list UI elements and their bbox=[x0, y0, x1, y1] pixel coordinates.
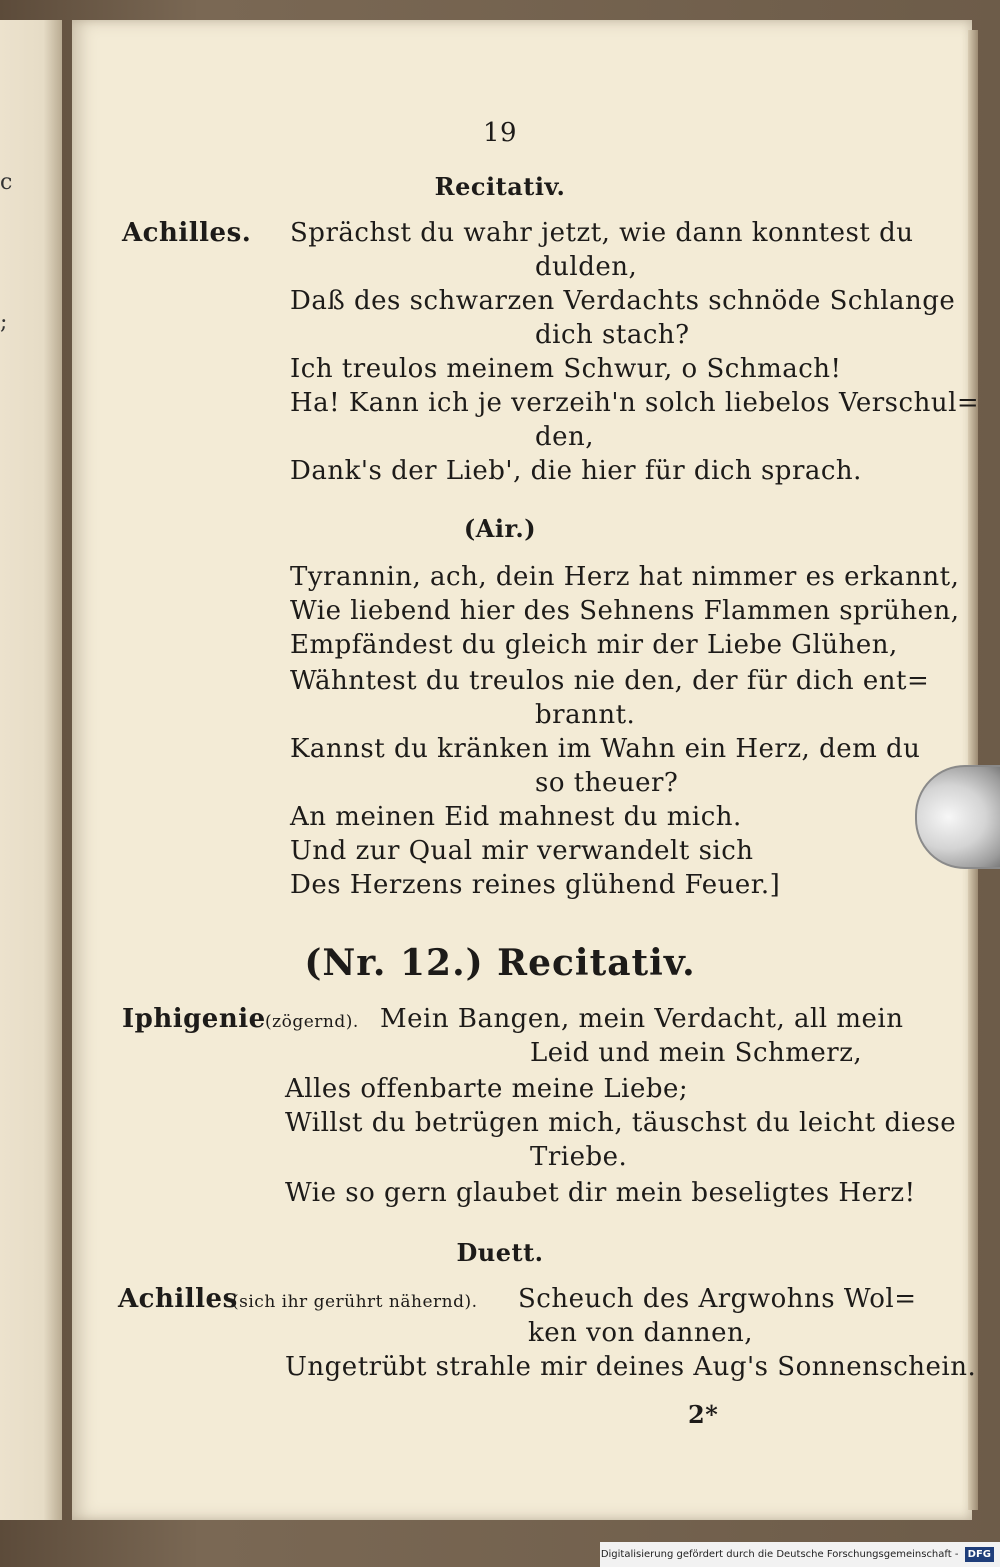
verse-line: den, bbox=[535, 422, 595, 452]
verse-line: Daß des schwarzen Verdachts schnöde Schlange bbox=[290, 286, 956, 316]
left-page-mark: ; bbox=[0, 310, 8, 335]
section-heading-duett: Duett. bbox=[456, 1238, 544, 1267]
verse-line: Kannst du kränken im Wahn ein Herz, dem du bbox=[290, 734, 921, 764]
verse-line: Des Herzens reines glühend Feuer.] bbox=[290, 870, 781, 900]
verse-line: Ha! Kann ich je verzeih'n solch liebelos Verschul= bbox=[290, 388, 980, 418]
speaker-achilles: Achilles bbox=[118, 1284, 238, 1314]
verse-line: Willst du betrügen mich, täuschst du leicht diese bbox=[285, 1108, 957, 1138]
paper-clip bbox=[915, 765, 1000, 869]
section-heading-air: (Air.) bbox=[463, 514, 537, 543]
verse-line: Alles offenbarte meine Liebe; bbox=[285, 1074, 689, 1104]
verse-line: Leid und mein Schmerz, bbox=[530, 1038, 863, 1068]
verse-line: Tyrannin, ach, dein Herz hat nimmer es erkannt, bbox=[290, 562, 960, 592]
verse-line: dulden, bbox=[535, 252, 638, 282]
verse-line: Empfändest du gleich mir der Liebe Glühen, bbox=[290, 630, 898, 660]
left-page-mark: c bbox=[0, 170, 13, 195]
verse-line: Triebe. bbox=[530, 1142, 628, 1172]
stage-direction: (zögernd). bbox=[265, 1012, 359, 1032]
dfg-logo-icon[interactable]: DFG bbox=[965, 1547, 994, 1562]
footer-text: Digitalisierung gefördert durch die Deutsche Forschungsgemeinschaft - bbox=[600, 1549, 959, 1560]
verse-line: Mein Bangen, mein Verdacht, all mein bbox=[380, 1004, 904, 1034]
verse-line: Ich treulos meinem Schwur, o Schmach! bbox=[290, 354, 842, 384]
verse-line: Und zur Qual mir verwandelt sich bbox=[290, 836, 754, 866]
verse-line: Wie liebend hier des Sehnens Flammen sprühen, bbox=[290, 596, 960, 626]
verse-line: Wähntest du treulos nie den, der für dich ent= bbox=[290, 666, 930, 696]
verse-line: Ungetrübt strahle mir deines Aug's Sonnenschein. bbox=[285, 1352, 977, 1382]
speaker-iphigenie: Iphigenie bbox=[122, 1004, 266, 1034]
verse-line: Scheuch des Argwohns Wol= bbox=[518, 1284, 917, 1314]
page-number: 19 bbox=[482, 118, 518, 148]
verse-line: An meinen Eid mahnest du mich. bbox=[290, 802, 742, 832]
verse-line: brannt. bbox=[535, 700, 636, 730]
verse-line: so theuer? bbox=[535, 768, 679, 798]
signature-mark: 2* bbox=[688, 1400, 719, 1429]
verse-line: ken von dannen, bbox=[528, 1318, 754, 1348]
speaker-achilles: Achilles. bbox=[122, 218, 252, 248]
digitization-footer bbox=[600, 1542, 1000, 1567]
verse-line: Wie so gern glaubet dir mein beseligtes Herz! bbox=[285, 1178, 916, 1208]
left-page-edge bbox=[0, 20, 62, 1520]
verse-line: Dank's der Lieb', die hier für dich sprach. bbox=[290, 456, 862, 486]
section-heading-recitativ: Recitativ. bbox=[434, 172, 566, 201]
verse-line: Sprächst du wahr jetzt, wie dann konntest du bbox=[290, 218, 914, 248]
verse-line: dich stach? bbox=[535, 320, 690, 350]
stage-direction: (sich ihr gerührt nähernd). bbox=[232, 1292, 478, 1312]
section-heading-nr12: (Nr. 12.) Recitativ. bbox=[304, 942, 696, 984]
